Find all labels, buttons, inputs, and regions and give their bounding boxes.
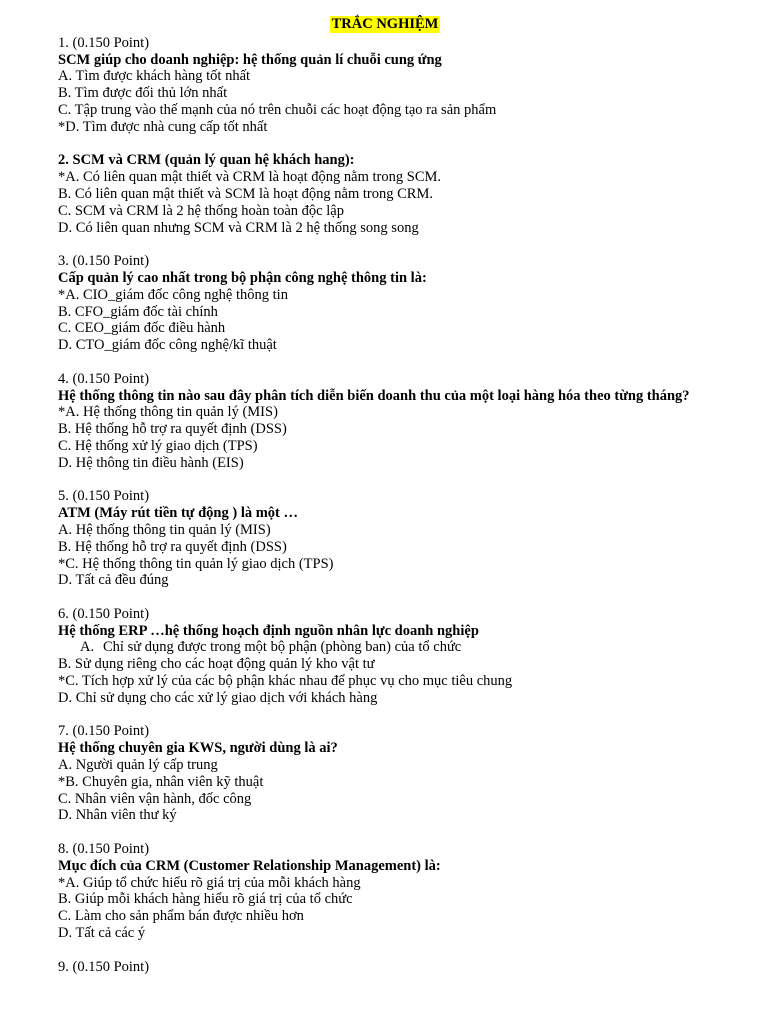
- question-7: [58, 723, 768, 824]
- answer-option: B. Sử dụng riêng cho các hoạt động quản lý kho vật tư: [58, 656, 375, 673]
- question-point: 7. (0.150 Point): [58, 723, 150, 740]
- answer-option: C. CEO_giám đốc điều hành: [58, 320, 226, 337]
- title-row: [58, 16, 708, 33]
- question-stem: Hệ thống thông tin nào sau đây phân tích diễn biến doanh thu của một loại hàng hóa theo từng tháng?: [58, 387, 690, 404]
- document-title: TRẮC NGHIỆM: [331, 16, 439, 32]
- answer-option: *C. Tích hợp xử lý của các bộ phận khác nhau để phục vụ cho mục tiêu chung: [58, 673, 513, 690]
- answer-option: C. Hệ thống xử lý giao dịch (TPS): [58, 437, 258, 454]
- answer-option: *A. Có liên quan mật thiết và CRM là hoạt động nằm trong SCM.: [58, 169, 442, 186]
- option-text: Chỉ sử dụng được trong một bộ phận (phòng ban) của tổ chức: [103, 639, 462, 656]
- answer-option: *A. Giúp tổ chức hiểu rõ giá trị của mỗi khách hàng: [58, 874, 361, 891]
- question-stem: Cấp quản lý cao nhất trong bộ phận công nghệ thông tin là:: [58, 269, 427, 286]
- question-point: 8. (0.150 Point): [58, 841, 150, 858]
- answer-option: A. Người quản lý cấp trung: [58, 757, 218, 774]
- answer-option: B. Hệ thống hỗ trợ ra quyết định (DSS): [58, 538, 287, 555]
- question-stem: 2. SCM và CRM (quản lý quan hệ khách hang):: [58, 152, 355, 169]
- question-stem: Hệ thống ERP …hệ thống hoạch định nguồn nhân lực doanh nghiệp: [58, 622, 479, 639]
- answer-option: C. Nhân viên vận hành, đốc công: [58, 790, 252, 807]
- answer-option: B. CFO_giám đốc tài chính: [58, 303, 218, 320]
- question-1: [58, 35, 768, 136]
- answer-option: C. Tập trung vào thế mạnh của nó trên chuỗi các hoạt động tạo ra sản phẩm: [58, 101, 497, 118]
- question-9: [58, 959, 768, 976]
- answer-option: D. Có liên quan nhưng SCM và CRM là 2 hệ thống song song: [58, 219, 419, 236]
- question-point: 5. (0.150 Point): [58, 488, 150, 505]
- question-point: 3. (0.150 Point): [58, 253, 150, 270]
- question-point: 6. (0.150 Point): [58, 605, 150, 622]
- question-point: 9. (0.150 Point): [58, 958, 150, 975]
- answer-option: *B. Chuyên gia, nhân viên kỹ thuật: [58, 773, 264, 790]
- question-4: [58, 371, 768, 472]
- option-letter: A.: [80, 639, 95, 656]
- answer-option: D. Nhân viên thư ký: [58, 807, 177, 824]
- question-stem: Mục đích của CRM (Customer Relationship Management) là:: [58, 857, 441, 874]
- question-3: [58, 253, 768, 354]
- question-point: 4. (0.150 Point): [58, 370, 150, 387]
- answer-option-indented: [58, 639, 768, 656]
- answer-option: D. CTO_giám đốc công nghệ/kĩ thuật: [58, 337, 277, 354]
- answer-option: A. Tìm được khách hàng tốt nhất: [58, 68, 251, 85]
- answer-option: C. Làm cho sản phẩm bán được nhiều hơn: [58, 908, 304, 925]
- question-6: [58, 606, 768, 707]
- answer-option: D. Tất cả các ý: [58, 925, 146, 942]
- answer-option: *D. Tìm được nhà cung cấp tốt nhất: [58, 118, 268, 135]
- answer-option: B. Hệ thống hỗ trợ ra quyết định (DSS): [58, 421, 287, 438]
- answer-option: *A. Hệ thống thông tin quản lý (MIS): [58, 404, 278, 421]
- answer-option: D. Chỉ sử dụng cho các xử lý giao dịch với khách hàng: [58, 689, 378, 706]
- question-5: [58, 488, 768, 589]
- question-stem: ATM (Máy rút tiền tự động ) là một …: [58, 505, 299, 522]
- answer-option: A. Hệ thống thông tin quản lý (MIS): [58, 521, 271, 538]
- question-point: 1. (0.150 Point): [58, 34, 150, 51]
- question-stem: SCM giúp cho doanh nghiệp: hệ thống quản lí chuỗi cung ứng: [58, 51, 442, 68]
- answer-option: *A. CIO_giám đốc công nghệ thông tin: [58, 286, 288, 303]
- question-8: [58, 841, 768, 942]
- answer-option: *C. Hệ thống thông tin quản lý giao dịch (TPS): [58, 555, 334, 572]
- answer-option: C. SCM và CRM là 2 hệ thống hoàn toàn độc lập: [58, 202, 344, 219]
- answer-option: D. Hệ thông tin điều hành (EIS): [58, 454, 244, 471]
- answer-option: B. Giúp mỗi khách hàng hiểu rõ giá trị của tổ chức: [58, 891, 353, 908]
- answer-option: B. Tìm được đối thủ lớn nhất: [58, 85, 228, 102]
- answer-option: B. Có liên quan mật thiết và SCM là hoạt động nằm trong CRM.: [58, 185, 433, 202]
- question-stem: Hệ thống chuyên gia KWS, người dùng là ai?: [58, 740, 338, 757]
- answer-option: D. Tất cả đều đúng: [58, 572, 169, 589]
- question-2: [58, 152, 768, 236]
